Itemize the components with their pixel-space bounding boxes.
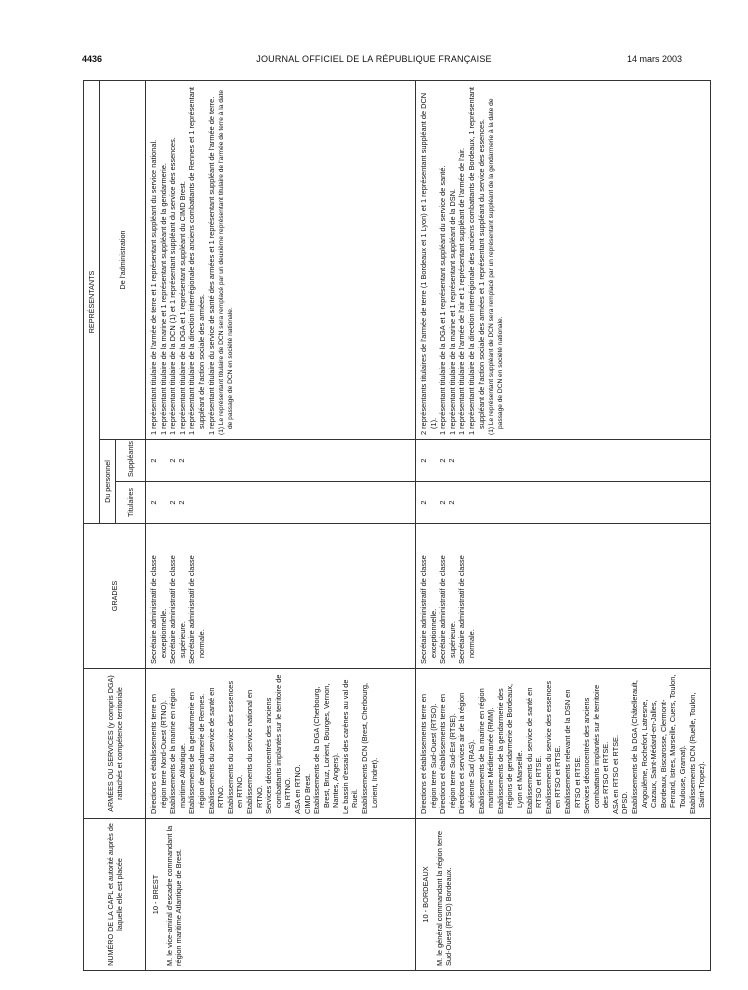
service-line: Etablissements du service des essences en RTNO. (225, 680, 245, 814)
grades-cell (416, 524, 711, 669)
suppleant-count: 2 (149, 458, 158, 463)
service-line: ASA en RTNO. (292, 764, 302, 814)
service-line: Etablissements du service de santé en RTNO. (206, 687, 226, 814)
section-row-bordeaux (416, 81, 711, 971)
titulaire-count: 2 (149, 500, 158, 505)
grade-line: Secrétaire administratif de classe supérieure. (168, 555, 187, 664)
titulaire-count: 2 (167, 500, 177, 505)
admin-line: 1 représentant titulaire de la marine et 1 représentant suppléant de la DSN. (447, 188, 457, 435)
service-line: Etablissements relevant de la DSN en RTSO et RTSE. (562, 689, 582, 814)
services-cell (416, 669, 711, 819)
footnote: (1) Le représentant suppléant de DCN sera remplacé par un représentant suppléant de la gendarmerie à la date de passage de DCN en société nationale. (488, 98, 504, 435)
capl-cell (146, 819, 416, 971)
page-header (0, 54, 748, 68)
header-capl: NUMÉRO DE LA CAPL et autorité auprès de laquelle elle est placée (84, 819, 146, 971)
header-armees: ARMÉES OU SERVICES (y compris DGA) rattachés et compétence territoriale (84, 669, 146, 819)
suppleant-count: 2 (447, 458, 457, 463)
grade-line: Secrétaire administratif de classe exceptionnelle. (149, 555, 168, 664)
section-title: 10 - BORDEAUX (421, 866, 430, 923)
admin-line: 1 représentant titulaire de la DGA et 1 représentant suppléant du service de santé. (438, 165, 448, 435)
service-line: Etablissements de la marine en région maritime Méditerranée (RMM). (476, 688, 496, 814)
service-line: Etablissements DCN (Brest, Cherbourg, Lorient, Indret). (360, 682, 379, 814)
titulaires-cell (416, 482, 711, 524)
titulaire-count: 2 (419, 500, 428, 505)
capl-cell (416, 819, 711, 971)
admin-line: 1 représentant titulaire de l'armée de l'air et 1 représentant suppléant de l'armée de l'air. (457, 147, 467, 435)
journal-title: JOURNAL OFFICIEL DE LA RÉPUBLIQUE FRANÇAISE (256, 54, 492, 64)
service-line: Etablissements de la marine en région maritime Atlantique. (168, 688, 187, 814)
service-line: CIMD Brest. (302, 773, 312, 814)
grade-line: Secrétaire administratif de classe supérieure. (438, 555, 457, 664)
admin-line: 1 représentant titulaire de l'armée de terre et 1 représentant suppléant du service national. (149, 139, 158, 435)
admin-line: 1 représentant titulaire de la direction interrégionale des anciens combattants de Rennes et 1 représentant suppléant de l'action sociale des armées. (187, 87, 206, 435)
grade-line: Secrétaire administratif de classe exceptionnelle. (419, 555, 438, 664)
header-grades: GRADES (84, 524, 146, 669)
publication-date: 14 mars 2003 (626, 54, 682, 64)
authority-text: M. le vice-amiral d'escadre commandant la région maritime Atlantique de Brest. (164, 825, 184, 966)
service-line: Services déconcentrés des anciens combattants implantés sur le territoire des RTSO et RTSE. (582, 684, 611, 814)
suppleant-count: 2 (419, 458, 428, 463)
service-line: Etablissements de la gendarmerie en région de gendarmerie de Rennes. (187, 691, 206, 814)
suppleants-cell (416, 440, 711, 482)
admin-line: 1 représentant titulaire de la DCN (1) et 1 représentant suppléant du service des essences. (168, 137, 178, 435)
header-titulaires: Titulaires (116, 482, 146, 524)
authority-text: M. le général commandant la région terre Sud-Ouest (RTSO) Bordeaux. (434, 830, 454, 966)
page-number: 4436 (82, 54, 103, 64)
header-representants: REPRÉSENTANTS (84, 81, 100, 524)
admin-line: 1 représentant titulaire de la direction interrégionale des anciens combattants de Bordeaux, 1 représentant suppléant de l'action sociale des armées et 1 représentant suppléant du service des essences. (466, 87, 486, 435)
titulaire-count: 2 (177, 500, 187, 505)
service-line: DPSD. (620, 791, 630, 814)
administration-cell (416, 81, 711, 440)
suppleants-cell (146, 440, 416, 482)
section-title: 10 - BREST (151, 874, 160, 915)
service-line: Etablissements DCN (Ruelle, Toulon, Saint-Tropez). (687, 692, 707, 814)
service-line: Directions et établissements terre en région terre Sud-Est (RTSE). (438, 694, 457, 814)
header-administration: De l'administration (100, 81, 146, 440)
admin-line: 1 représentant titulaire de la marine et 1 représentant suppléant de la gendarmerie. (158, 163, 168, 435)
services-cell (146, 669, 416, 819)
titulaire-count: 2 (437, 500, 447, 505)
service-line: Etablissements du service national en RTNO. (244, 689, 264, 814)
service-line: Services déconcentrés des anciens combattants implantés sur le territoire de la RTNO. (264, 674, 293, 814)
suppleant-count: 2 (437, 458, 447, 463)
administration-cell (146, 81, 416, 440)
titulaire-count: 2 (447, 500, 457, 505)
header-du-personnel: Du personnel (100, 440, 116, 524)
section-row-brest (146, 81, 416, 971)
service-line: Etablissements de la gendarmerie des régions de gendarmerie de Bordeaux, Lyon et Marseille. (495, 683, 524, 814)
capl-table (83, 80, 711, 971)
admin-line: 1 représentant titulaire de la DGA et 1 représentant suppléant du CIMD Brest. (177, 181, 187, 435)
service-line: ASA en RTSO et RTSE. (610, 734, 620, 814)
service-line: Etablissements de la DGA (Châtellerault, Angoulême, Rochefort, Latresne, Cazaux, Saint-Médard-en-Jalles, Bordeaux, Biscarosse, Clermont-Ferrand, Istres, Marseille, Cuers, Toulon, Toulouse, Gramat). (630, 674, 688, 814)
service-line: Etablissements du service des essences en RTSO et RTSE. (543, 680, 563, 814)
service-line: Le bassin d'essais des carènes au val de Rueil. (340, 679, 360, 814)
titulaires-cell (146, 482, 416, 524)
service-line: Directions et établissements terre en région terre Nord-Ouest (RTNO). (149, 694, 168, 814)
service-line: Directions et services air de la région aérienne Sud (RAS). (457, 692, 476, 814)
admin-line: 1 représentant titulaire du service de santé des armées et 1 représentant suppléant de l'armée de terre. (206, 96, 216, 435)
service-line: Directions et établissements terre en région terre Sud-Ouest (RTSO). (419, 694, 438, 814)
grades-cell (146, 524, 416, 669)
suppleant-count: 2 (177, 458, 187, 463)
rotated-table-container (83, 81, 707, 971)
admin-line: 2 représentants titulaires de l'armée de terre (1 Bordeaux et 1 Lyon) et 1 représentant suppléant de DCN (1). (419, 92, 438, 435)
header-suppleants: Suppléants (116, 440, 146, 482)
suppleant-count: 2 (167, 458, 177, 463)
grade-line: Secrétaire administratif de classe normale. (457, 555, 476, 664)
footnote: (1) Le représentant titulaire de DCN sera remplacé par un deuxième représentant titulaire de l'armée de terre à la date de passage de DCN en société nationale. (218, 89, 234, 435)
service-line: Etablissements de la DGA (Cherbourg, Brest, Bruz, Lorient, Bourges, Vernon, Nantes, Angers). (312, 683, 341, 814)
grade-line: Secrétaire administratif de classe normale. (187, 555, 206, 664)
service-line: Etablissements du service de santé en RTSO et RTSE. (524, 687, 544, 814)
